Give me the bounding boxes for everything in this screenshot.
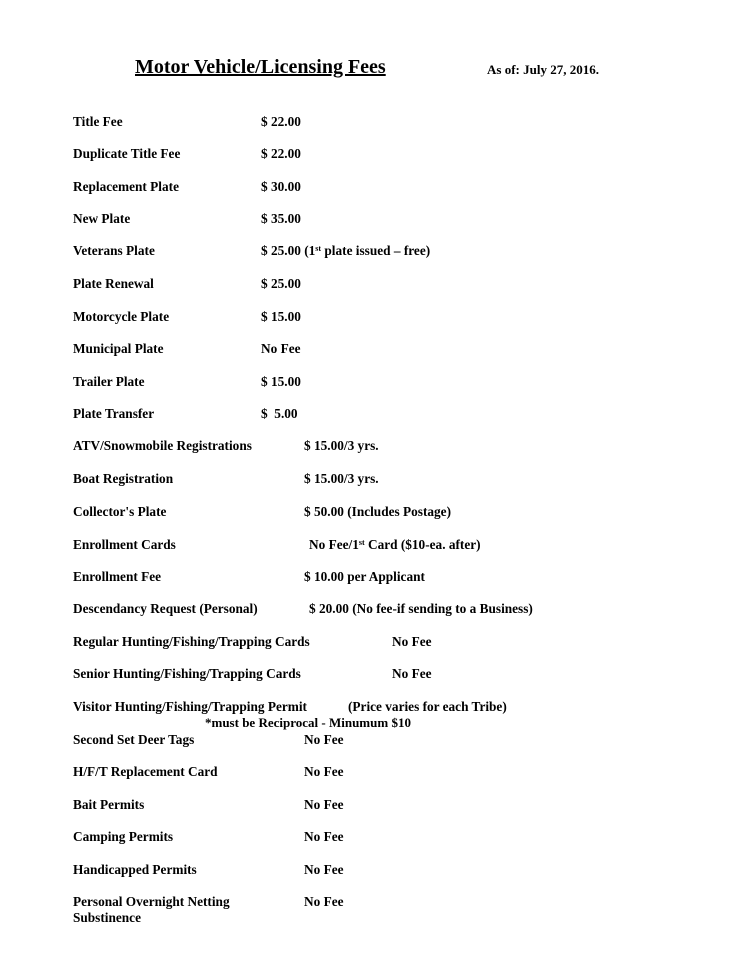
- fee-amount: No Fee: [304, 797, 344, 812]
- fee-row-collectors-plate: [0, 504, 740, 524]
- fee-amount: No Fee: [304, 764, 344, 779]
- fee-amount: No Fee: [261, 341, 301, 356]
- fee-label: Motorcycle Plate: [73, 309, 170, 324]
- fee-row-veterans-plate: [0, 243, 740, 263]
- fee-ordinal-suffix: st: [315, 244, 322, 253]
- fee-amount: $ 5.00: [261, 406, 298, 421]
- fee-amount: $ 25.00: [261, 276, 301, 291]
- fee-row-municipal-plate: [0, 341, 740, 361]
- fee-row-title: [0, 114, 740, 134]
- fee-amount-part: No Fee/1: [309, 537, 359, 552]
- fee-label: New Plate: [73, 211, 131, 226]
- fee-row-replacement-plate: [0, 179, 740, 199]
- fee-row-enrollment-fee: [0, 569, 740, 589]
- fee-label: Trailer Plate: [73, 374, 145, 389]
- fee-label: Collector's Plate: [73, 504, 167, 519]
- fee-amount: $ 15.00/3 yrs.: [304, 438, 379, 453]
- fee-amount: No Fee: [304, 829, 344, 844]
- fee-label: Bait Permits: [73, 797, 145, 812]
- as-of-date: As of: July 27, 2016.: [487, 62, 599, 77]
- fee-amount: No Fee: [304, 732, 344, 747]
- fee-row-regular-hft-cards: [0, 634, 740, 654]
- fee-row-camping-permits: [0, 829, 740, 849]
- fee-row-overnight-netting: [0, 894, 740, 930]
- page-title: Motor Vehicle/Licensing Fees: [135, 56, 386, 78]
- fee-label: Senior Hunting/Fishing/Trapping Cards: [73, 666, 301, 681]
- fee-label: Duplicate Title Fee: [73, 146, 181, 161]
- fee-amount: (Price varies for each Tribe): [348, 699, 507, 714]
- fee-label: Enrollment Fee: [73, 569, 162, 584]
- fee-row-motorcycle-plate: [0, 309, 740, 329]
- fee-row-atv-snowmobile: [0, 438, 740, 458]
- fee-row-bait-permits: [0, 797, 740, 817]
- fee-amount: No Fee: [304, 894, 344, 909]
- fee-amount: $ 20.00 (No fee-if sending to a Business): [309, 601, 533, 616]
- fee-ordinal-suffix: st: [358, 538, 365, 547]
- fee-amount: $ 30.00: [261, 179, 301, 194]
- fee-amount-part: plate issued – free): [321, 243, 431, 258]
- fee-label: Plate Transfer: [73, 406, 155, 421]
- fee-row-plate-renewal: [0, 276, 740, 296]
- fee-row-enrollment-cards: [0, 537, 740, 557]
- fee-row-descendancy-request: [0, 601, 740, 621]
- visitor-permit-note: *must be Reciprocal - Minumum $10: [205, 715, 411, 730]
- fee-label: Visitor Hunting/Fishing/Trapping Permit: [73, 699, 307, 714]
- fee-label: Veterans Plate: [73, 243, 155, 258]
- fee-label: Regular Hunting/Fishing/Trapping Cards: [73, 634, 310, 649]
- fee-amount: No Fee: [392, 634, 432, 649]
- fee-row-plate-transfer: [0, 406, 740, 426]
- fee-row-trailer-plate: [0, 374, 740, 394]
- fee-amount: $ 15.00/3 yrs.: [304, 471, 379, 486]
- fee-label: Handicapped Permits: [73, 862, 197, 877]
- fee-label: Replacement Plate: [73, 179, 179, 194]
- fee-label: ATV/Snowmobile Registrations: [73, 438, 252, 453]
- fee-row-boat-registration: [0, 471, 740, 491]
- fee-amount: $ 15.00: [261, 374, 301, 389]
- fee-amount: $ 22.00: [261, 146, 301, 161]
- fee-label: Boat Registration: [73, 471, 174, 486]
- fee-label: Descendancy Request (Personal): [73, 601, 258, 616]
- fee-label: Municipal Plate: [73, 341, 164, 356]
- fee-amount: No Fee: [392, 666, 432, 681]
- fee-label: Plate Renewal: [73, 276, 154, 291]
- fee-amount: [309, 537, 481, 553]
- fee-label-continued: Substinence: [73, 910, 141, 925]
- fee-row-duplicate-title: [0, 146, 740, 166]
- fee-amount: $ 50.00 (Includes Postage): [304, 504, 451, 519]
- fee-label: Enrollment Cards: [73, 537, 176, 552]
- fee-amount: No Fee: [304, 862, 344, 877]
- fee-label: Second Set Deer Tags: [73, 732, 195, 747]
- fee-amount: $ 35.00: [261, 211, 301, 226]
- fee-label: Title Fee: [73, 114, 123, 129]
- fee-row-second-deer-tags: [0, 732, 740, 752]
- fee-amount: $ 15.00: [261, 309, 301, 324]
- fee-row-hft-replacement-card: [0, 764, 740, 784]
- fee-row-handicapped-permits: [0, 862, 740, 882]
- fee-amount-part: Card ($10-ea. after): [364, 537, 481, 552]
- fee-amount-part: $ 25.00 (1: [261, 243, 316, 258]
- fee-amount: $ 10.00 per Applicant: [304, 569, 425, 584]
- fee-row-senior-hft-cards: [0, 666, 740, 686]
- fee-label: H/F/T Replacement Card: [73, 764, 218, 779]
- fee-label: Camping Permits: [73, 829, 174, 844]
- fee-row-new-plate: [0, 211, 740, 231]
- fee-amount: [261, 243, 430, 259]
- fee-label: Personal Overnight Netting: [73, 894, 230, 909]
- fee-amount: $ 22.00: [261, 114, 301, 129]
